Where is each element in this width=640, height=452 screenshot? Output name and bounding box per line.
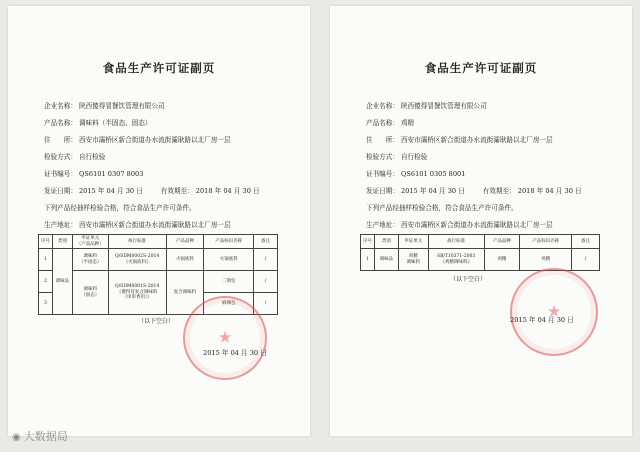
header-cell: 产品标识名称	[520, 235, 572, 249]
header-cell: 备注	[572, 235, 600, 249]
header-cell: 类别	[374, 235, 398, 249]
table-row: 3 麻辣包 /	[39, 293, 278, 315]
address-field: 住 所： 西安市灞桥区新合街道办水流街灞耿路以北厂房一层	[44, 136, 231, 144]
site-field: 生产地址： 西安市灞桥区新合街道办水流街灞耿路以北厂房一层	[366, 221, 553, 229]
license-page-left	[8, 6, 310, 436]
header-cell: 序号	[39, 235, 53, 249]
header-cell: 申证单元 （产品品种）	[72, 235, 108, 249]
cert-field: 证书编号： QS6101 0305 8001	[366, 170, 466, 178]
statement: 下列产品经抽样检验合格，符合食品生产许可条件。	[366, 204, 518, 212]
date-field: 发证日期： 2015 年 04 月 30 日 有效期至： 2018 年 04 月 30 日	[366, 187, 582, 195]
cert-field: 证书编号： QS6101 0307 8003	[44, 170, 144, 178]
table-row: 1 调味品 鸡精 调味料 SB/T10371-2003 《鸡精调味料》 鸡精 鸡精 /	[361, 249, 600, 271]
doc-title: 食品生产许可证副页	[102, 61, 216, 75]
product-field: 产品名称： 鸡精	[366, 119, 415, 127]
header-cell: 执行标准	[428, 235, 484, 249]
product-table	[360, 234, 600, 271]
header-cell: 序号	[361, 235, 375, 249]
official-seal	[510, 268, 598, 356]
watermark: ◉ 大数据局	[12, 430, 68, 443]
table-header-row	[361, 235, 600, 249]
blank-note: （以下空白）	[138, 318, 175, 325]
header-cell: 产品品种	[484, 235, 520, 249]
product-field: 产品名称： 调味料（半固态、固态）	[44, 119, 152, 127]
official-seal	[183, 296, 267, 380]
header-cell: 类别	[52, 235, 72, 249]
company-field: 企业名称： 陕西傻得冒餐饮管理有限公司	[44, 102, 165, 110]
table-row: 1 调味品 调味料 （半固态） Q/SDM0002S-2014 《火锅底料》 火锅底料 火锅底料 /	[39, 249, 278, 271]
inspection-field: 检验方式： 自行检验	[44, 153, 106, 161]
header-cell: 产品标识名称	[204, 235, 254, 249]
statement: 下列产品经抽样检验合格，符合食品生产许可条件。	[44, 204, 196, 212]
star-icon: ★	[217, 327, 233, 347]
issue-date-stamp: 2015 年 04 月 30 日	[510, 316, 574, 324]
star-icon: ★	[546, 301, 562, 321]
date-field: 发证日期： 2015 年 04 月 30 日 有效期至： 2018 年 04 月 30 日	[44, 187, 260, 195]
header-cell: 申证单元	[398, 235, 428, 249]
site-field: 生产地址： 西安市灞桥区新合街道办水流街灞耿路以北厂房一层	[44, 221, 231, 229]
blank-note: （以下空白）	[450, 276, 487, 283]
company-field: 企业名称： 陕西傻得冒餐饮管理有限公司	[366, 102, 487, 110]
header-cell: 备注	[254, 235, 278, 249]
issue-date-stamp: 2015 年 04 月 30 日	[203, 349, 267, 357]
table-row: 2 调味料 （固态） Q/SDM0001S-2014 《傻得冒复合调味料 （串串香用）》 复合调味料 二荆包 /	[39, 271, 278, 293]
doc-title: 食品生产许可证副页	[424, 61, 538, 75]
inspection-field: 检验方式： 自行检验	[366, 153, 428, 161]
license-page-right	[330, 6, 632, 436]
header-cell: 产品品种	[166, 235, 204, 249]
address-field: 住 所： 西安市灞桥区新合街道办水流街灞耿路以北厂房一层	[366, 136, 553, 144]
header-cell: 执行标准	[108, 235, 166, 249]
table-header-row	[39, 235, 278, 249]
logo-icon: ◉	[12, 432, 21, 443]
